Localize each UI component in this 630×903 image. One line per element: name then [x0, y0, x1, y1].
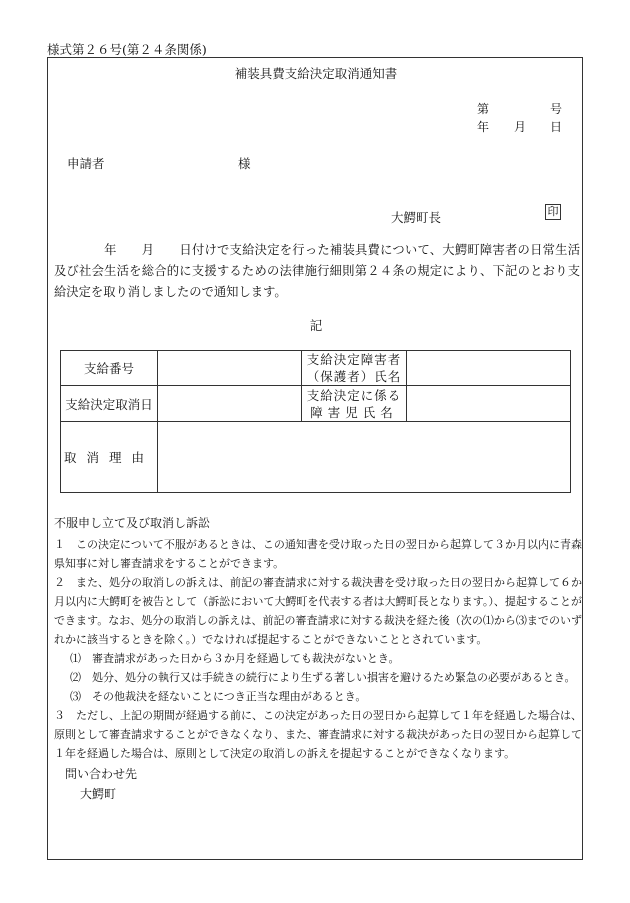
recipient-line2: （保護者）氏名	[306, 369, 402, 384]
ki-heading: 記	[309, 318, 323, 333]
contact-label: 問い合わせ先	[65, 767, 138, 781]
supply-number-value	[158, 351, 302, 386]
child-name-label	[302, 386, 407, 422]
year-label: 年	[477, 120, 490, 134]
recipient-name-label	[302, 351, 407, 386]
seal-mark: 印	[545, 204, 561, 220]
contact-office: 大鰐町	[80, 787, 117, 801]
recipient-name-value	[407, 351, 571, 386]
objection-section	[54, 514, 582, 763]
supply-number-label: 支給番号	[61, 351, 158, 386]
notice-frame	[47, 57, 583, 860]
mayor-name: 大鰐町長	[391, 210, 442, 225]
objection-paragraph-1: １ この決定について不服があるときは、この通知書を受け取った日の翌日から起算して３か月以内に青森県知事に対し審査請求をすることができます。	[54, 538, 582, 570]
objection-paragraph-2: ２ また、処分の取消しの訴えは、前記の審査請求に対する裁決書を受け取った日の翌日から起算して６か月以内に大鰐町を被告として（訴訟において大鰐町を代表する者は大鰐町長となります。）、提起することができます。なお、処分の取消しの訴えは、前記の審査請求に対する裁決を経た後（次の⑴から⑶までのいずれかに該当するときを除く。）でなければ提起することができないこととされています。	[54, 576, 582, 646]
objection-paragraph-3: ３ ただし、上記の期間が経過する前に、この決定があった日の翌日から起算して１年を経過した場合は、原則として審査請求することができなくなり、また、審査請求に対する裁決があった日の翌日から起算して１年を経過した場合は、原則として決定の取消しの訴えを提起することができなくなります。	[54, 709, 582, 760]
number-suffix: 号	[550, 102, 563, 116]
contact-block	[65, 764, 137, 804]
document-title: 補装具費支給決定取消通知書	[234, 66, 398, 81]
objection-item-3: ⑶ その他裁決を経ないことにつき正当な理由があるとき。	[70, 690, 367, 703]
notice-body: 年 月 日付けで支給決定を行った補装具費について、大鰐町障害者の日常生活及び社会生活を総合的に支援するための法律施行細則第２４条の規定により、下記のとおり支給決定を取り消しましたので通知します。	[54, 243, 580, 299]
form-number: 様式第２６号(第２４条関係)	[47, 42, 207, 57]
cancellation-table	[60, 350, 571, 493]
reason-value	[158, 422, 571, 493]
objection-item-2: ⑵ 処分、処分の執行又は手続きの続行により生ずる著しい損害を避けるため緊急の必要があるとき。	[70, 671, 576, 684]
reason-label: 取消理由	[61, 422, 158, 493]
number-label: 第	[477, 102, 490, 116]
recipient-line1: 支給決定障害者	[306, 352, 402, 367]
applicant-label: 申請者	[67, 156, 105, 171]
honorific: 様	[238, 156, 251, 171]
day-label: 日	[550, 120, 563, 134]
child-line2: 障害児氏名	[310, 404, 398, 420]
objection-heading: 不服申し立て及び取消し訴訟	[54, 516, 211, 530]
child-name-value	[407, 386, 571, 422]
cancel-date-label: 支給決定取消日	[61, 386, 158, 422]
cancel-date-value	[158, 386, 302, 422]
objection-item-1: ⑴ 審査請求があった日から３か月を経過しても裁決がないとき。	[70, 652, 400, 665]
child-line1: 支給決定に係る	[306, 387, 402, 403]
month-label: 月	[514, 120, 527, 134]
